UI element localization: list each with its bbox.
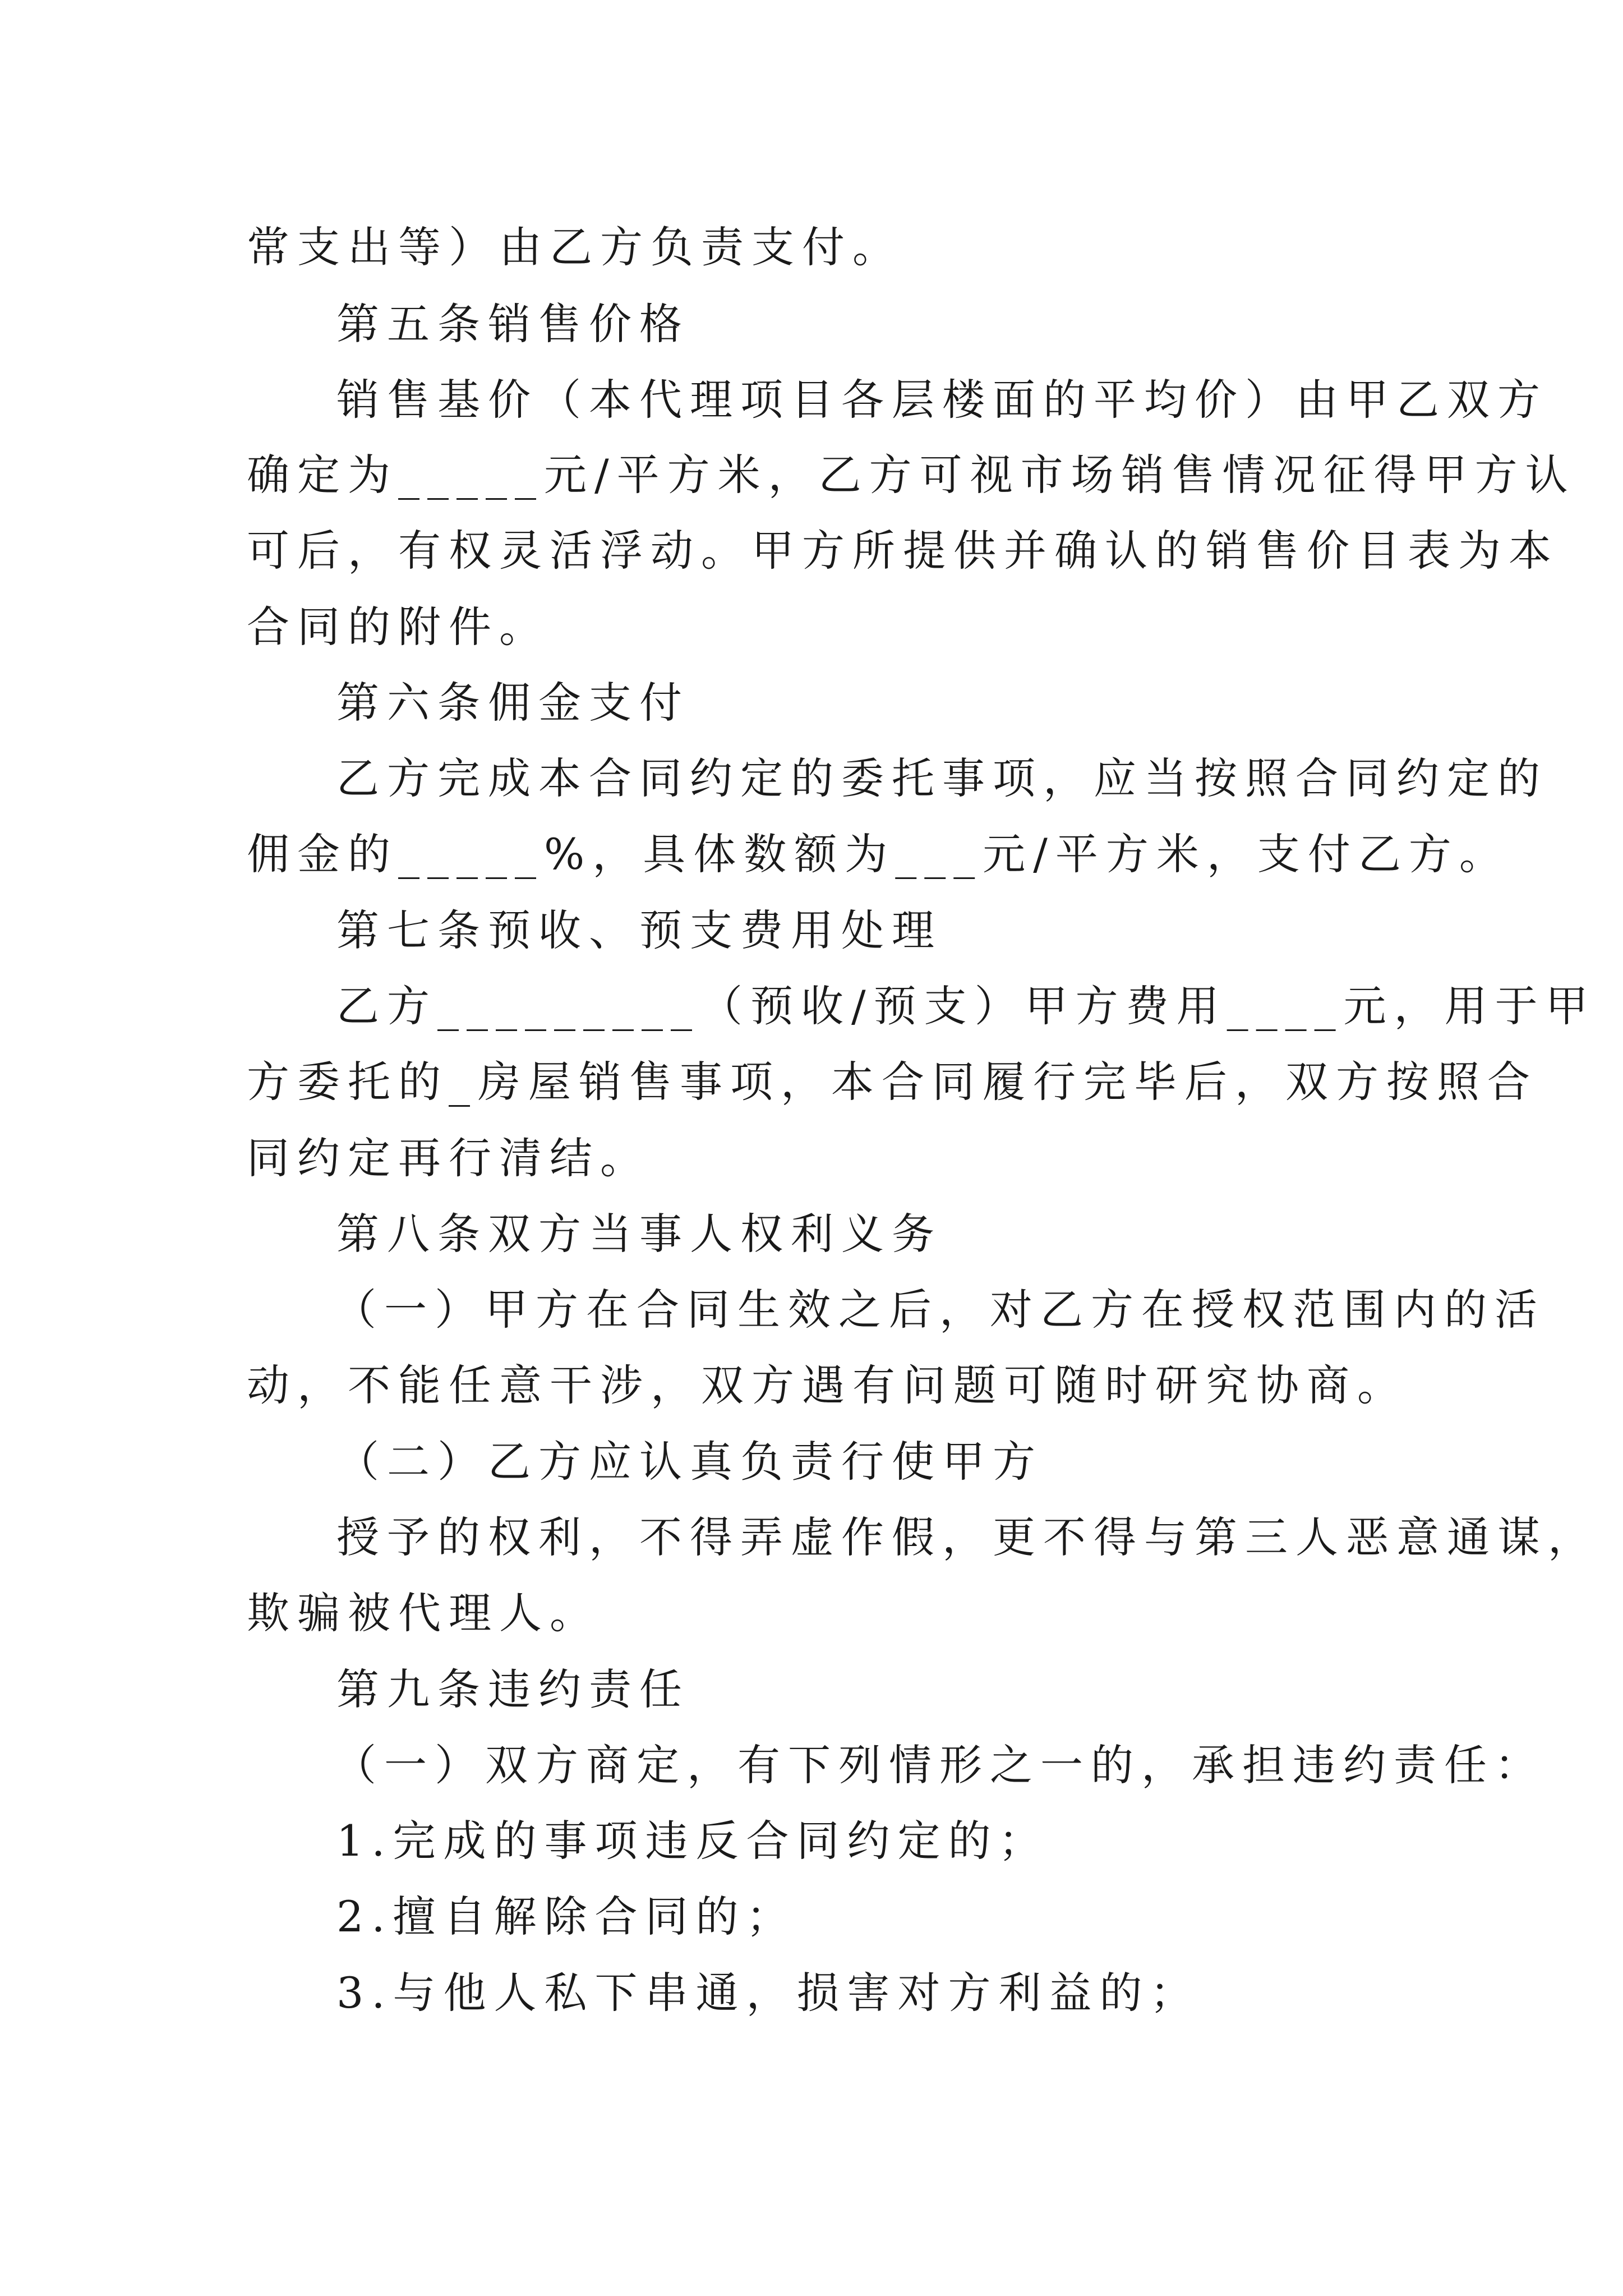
section-heading: 第五条销售价格 [336,299,690,349]
text-line: 动，不能任意干涉，双方遇有问题可随时研究协商。 [247,1360,1408,1410]
text-line: 授予的权利，不得弄虚作假，更不得与第三人恶意通谋， [336,1512,1598,1562]
text-line: （一）甲方在合同生效之后，对乙方在授权范围内的活 [334,1285,1545,1335]
text-line: 合同的附件。 [247,602,550,652]
section-heading: 第七条预收、预支费用处理 [336,905,942,955]
text-line: （二）乙方应认真负责行使甲方 [336,1437,1043,1487]
text-line: 同约定再行清结。 [247,1133,651,1183]
text-line: 确定为_____元/平方米，乙方可视市场销售情况征得甲方认 [247,450,1576,500]
text-line: 可后，有权灵活浮动。甲方所提供并确认的销售价目表为本 [247,526,1559,576]
list-item: 3.与他人私下串通，损害对方利益的； [336,1968,1201,2018]
list-item: 1.完成的事项违反合同约定的； [336,1816,1049,1866]
text-line: 销售基价（本代理项目各层楼面的平均价）由甲乙双方 [336,375,1548,425]
section-heading: 第九条违约责任 [336,1664,690,1714]
section-heading: 第八条双方当事人权利义务 [336,1209,942,1259]
text-line: 方委托的_房屋销售事项，本合同履行完毕后，双方按照合 [247,1057,1538,1107]
text-line: 乙方完成本合同约定的委托事项，应当按照合同约定的 [336,753,1548,803]
text-line: 常支出等）由乙方负责支付。 [247,222,903,272]
text-line: （一）双方商定，有下列情形之一的，承担违约责任： [334,1740,1545,1790]
text-line: 欺骗被代理人。 [247,1588,600,1638]
section-heading: 第六条佣金支付 [336,678,690,728]
list-item: 2.擅自解除合同的； [336,1892,797,1941]
text-line: 佣金的_____%，具体数额为___元/平方米，支付乙方。 [247,829,1510,879]
text-line: 乙方_________（预收/预支）甲方费用____元，用于甲 [336,981,1596,1031]
